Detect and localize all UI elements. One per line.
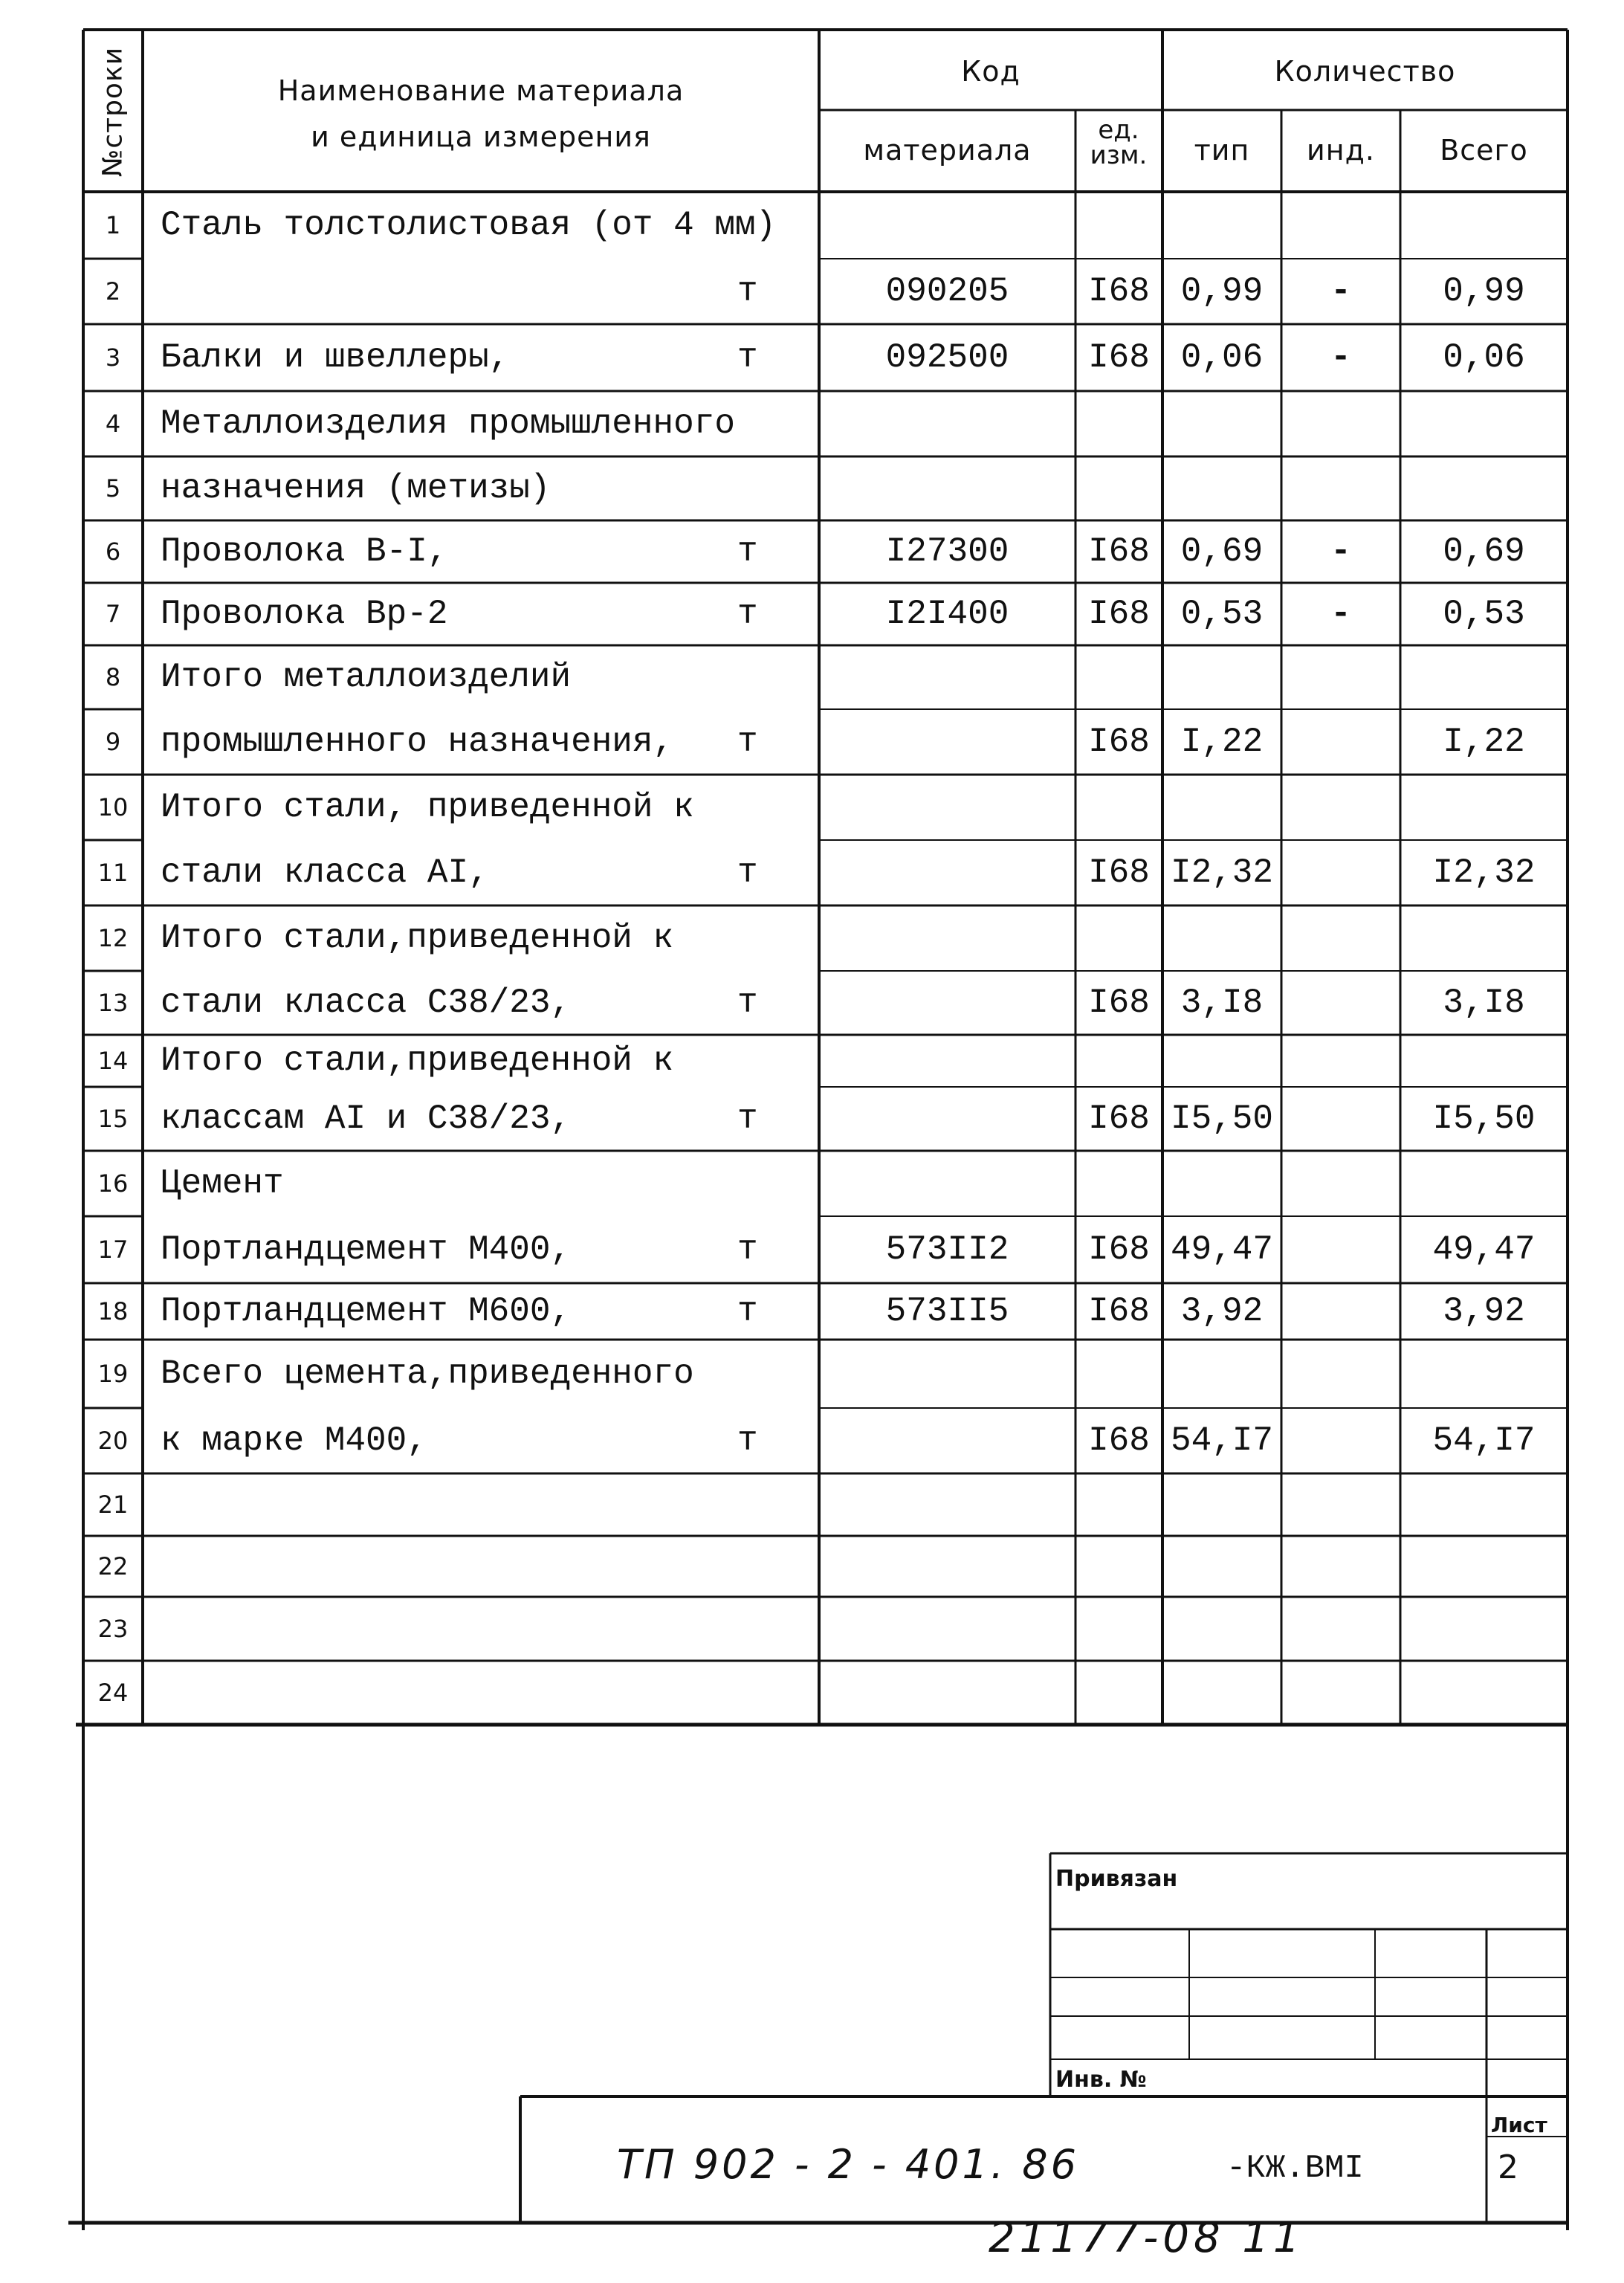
- row-unit-code: I68: [1088, 1292, 1150, 1331]
- row-number: 15: [97, 1105, 129, 1133]
- row-number: 4: [105, 410, 121, 438]
- row-material-name: Проволока Вр-2: [161, 595, 448, 633]
- row-material-name: Портландцемент М400,: [161, 1230, 572, 1269]
- row-qty-ind: -: [1330, 272, 1351, 311]
- row-material-name: Балки и швеллеры,: [161, 338, 510, 377]
- row-qty-type: 0,53: [1180, 595, 1264, 633]
- row-material-name: Сталь толстолистовая (от 4 мм): [161, 206, 777, 245]
- row-number: 9: [105, 728, 121, 756]
- row-unit: т: [737, 338, 758, 377]
- stamp-sheet-number: 2: [1498, 2148, 1518, 2186]
- row-number: 14: [97, 1047, 129, 1075]
- row-qty-type: I,22: [1180, 723, 1264, 761]
- header-row-number: №строки: [97, 46, 129, 178]
- row-unit: т: [737, 1292, 758, 1331]
- header-code-unit: ед. изм.: [1090, 115, 1148, 170]
- row-qty-total: 49,47: [1432, 1230, 1536, 1269]
- row-qty-total: I2,32: [1432, 853, 1536, 892]
- stamp-inv-label: Инв. №: [1055, 2067, 1147, 2093]
- row-qty-type: I2,32: [1170, 853, 1274, 892]
- row-material-name: Портландцемент М600,: [161, 1292, 572, 1331]
- row-number: 22: [97, 1552, 129, 1580]
- row-unit-code: I68: [1088, 532, 1150, 571]
- row-unit: т: [737, 984, 758, 1022]
- row-unit-code: I68: [1088, 272, 1150, 311]
- stamp-sheet-label: Лист: [1491, 2113, 1547, 2137]
- row-number: 23: [97, 1615, 129, 1643]
- row-material-name: Проволока В-I,: [161, 532, 448, 571]
- row-qty-type: 49,47: [1170, 1230, 1274, 1269]
- header-qty-ind: инд.: [1307, 134, 1375, 167]
- footer-handwritten-number: 21177-08 11: [989, 2214, 1304, 2262]
- row-qty-total: 3,I8: [1443, 984, 1525, 1022]
- row-unit-code: I68: [1088, 595, 1150, 633]
- row-number: 17: [97, 1236, 129, 1264]
- row-number: 10: [97, 793, 129, 821]
- row-material-name: промышленного назначения,: [161, 723, 674, 761]
- row-material-name: Всего цемента,приведенного: [161, 1354, 694, 1393]
- row-material-name: назначения (метизы): [161, 469, 551, 508]
- row-unit: т: [737, 1099, 758, 1138]
- row-unit: т: [737, 1421, 758, 1460]
- row-number: 12: [97, 924, 129, 952]
- row-number: 8: [105, 663, 121, 691]
- row-material-name: Металлоизделия промышленного: [161, 404, 735, 443]
- row-number: 24: [97, 1679, 129, 1707]
- row-qty-total: I5,50: [1432, 1099, 1536, 1138]
- stamp-doc-suffix: -КЖ.ВМI: [1226, 2150, 1364, 2187]
- row-qty-type: 0,99: [1180, 272, 1264, 311]
- row-unit: т: [737, 595, 758, 633]
- row-material-code: 090205: [885, 272, 1009, 311]
- row-material-name: к марке М400,: [161, 1421, 427, 1460]
- row-material-code: 092500: [885, 338, 1009, 377]
- row-qty-ind: -: [1330, 595, 1351, 633]
- row-unit: т: [737, 723, 758, 761]
- row-unit: т: [737, 1230, 758, 1269]
- row-qty-ind: -: [1330, 532, 1351, 571]
- row-number: 6: [105, 537, 121, 566]
- row-number: 3: [105, 343, 121, 372]
- row-number: 1: [105, 211, 121, 239]
- row-number: 5: [105, 474, 121, 503]
- row-qty-total: 54,I7: [1432, 1421, 1536, 1460]
- stamp-attached-label: Привязан: [1055, 1866, 1178, 1892]
- row-material-name: Итого металлоизделий: [161, 658, 572, 697]
- header-code-group: Код: [961, 55, 1020, 88]
- row-unit-code: I68: [1088, 338, 1150, 377]
- row-number: 13: [97, 989, 129, 1017]
- row-number: 16: [97, 1169, 129, 1198]
- header-qty-type: тип: [1194, 134, 1250, 167]
- row-qty-total: 0,69: [1443, 532, 1525, 571]
- row-material-name: Цемент: [161, 1164, 284, 1203]
- row-qty-total: 0,53: [1443, 595, 1525, 633]
- row-material-name: стали класса АI,: [161, 853, 489, 892]
- row-unit: т: [737, 853, 758, 892]
- row-material-name: Итого стали,приведенной к: [161, 919, 674, 958]
- row-qty-ind: -: [1330, 338, 1351, 377]
- row-qty-type: 3,92: [1180, 1292, 1264, 1331]
- row-number: 21: [97, 1491, 129, 1519]
- row-qty-type: 0,69: [1180, 532, 1264, 571]
- row-material-name: классам АI и С38/23,: [161, 1099, 572, 1138]
- row-unit-code: I68: [1088, 984, 1150, 1022]
- row-number: 18: [97, 1297, 129, 1325]
- row-qty-type: 3,I8: [1180, 984, 1264, 1022]
- row-qty-total: 0,06: [1443, 338, 1525, 377]
- row-material-code: 573II2: [885, 1230, 1009, 1269]
- row-material-code: I2I400: [885, 595, 1009, 633]
- row-material-code: I27300: [885, 532, 1009, 571]
- row-qty-type: 54,I7: [1170, 1421, 1274, 1460]
- row-unit-code: I68: [1088, 1099, 1150, 1138]
- header-code-material: материала: [863, 134, 1032, 167]
- row-unit-code: I68: [1088, 853, 1150, 892]
- row-number: 11: [97, 859, 129, 887]
- row-unit: т: [737, 272, 758, 311]
- row-material-code: 573II5: [885, 1292, 1009, 1331]
- row-qty-total: 0,99: [1443, 272, 1525, 311]
- stamp-doc-code: ТП 902 - 2 - 401. 86: [617, 2141, 1079, 2188]
- row-material-name: стали класса С38/23,: [161, 984, 572, 1022]
- row-qty-type: I5,50: [1170, 1099, 1274, 1138]
- row-number: 2: [105, 277, 121, 306]
- row-unit-code: I68: [1088, 1230, 1150, 1269]
- row-number: 20: [97, 1427, 129, 1455]
- header-name-line1: Наименование материала: [277, 74, 685, 107]
- row-qty-type: 0,06: [1180, 338, 1264, 377]
- header-qty-group: Количество: [1274, 55, 1456, 88]
- row-unit-code: I68: [1088, 1421, 1150, 1460]
- header-qty-total: Всего: [1440, 134, 1528, 167]
- row-number: 19: [97, 1360, 129, 1388]
- row-material-name: Итого стали, приведенной к: [161, 788, 694, 827]
- row-qty-total: 3,92: [1443, 1292, 1525, 1331]
- row-unit-code: I68: [1088, 723, 1150, 761]
- row-unit: т: [737, 532, 758, 571]
- row-number: 7: [105, 600, 121, 628]
- row-material-name: Итого стали,приведенной к: [161, 1042, 674, 1080]
- header-name-line2: и единица измерения: [311, 120, 651, 153]
- row-qty-total: I,22: [1443, 723, 1525, 761]
